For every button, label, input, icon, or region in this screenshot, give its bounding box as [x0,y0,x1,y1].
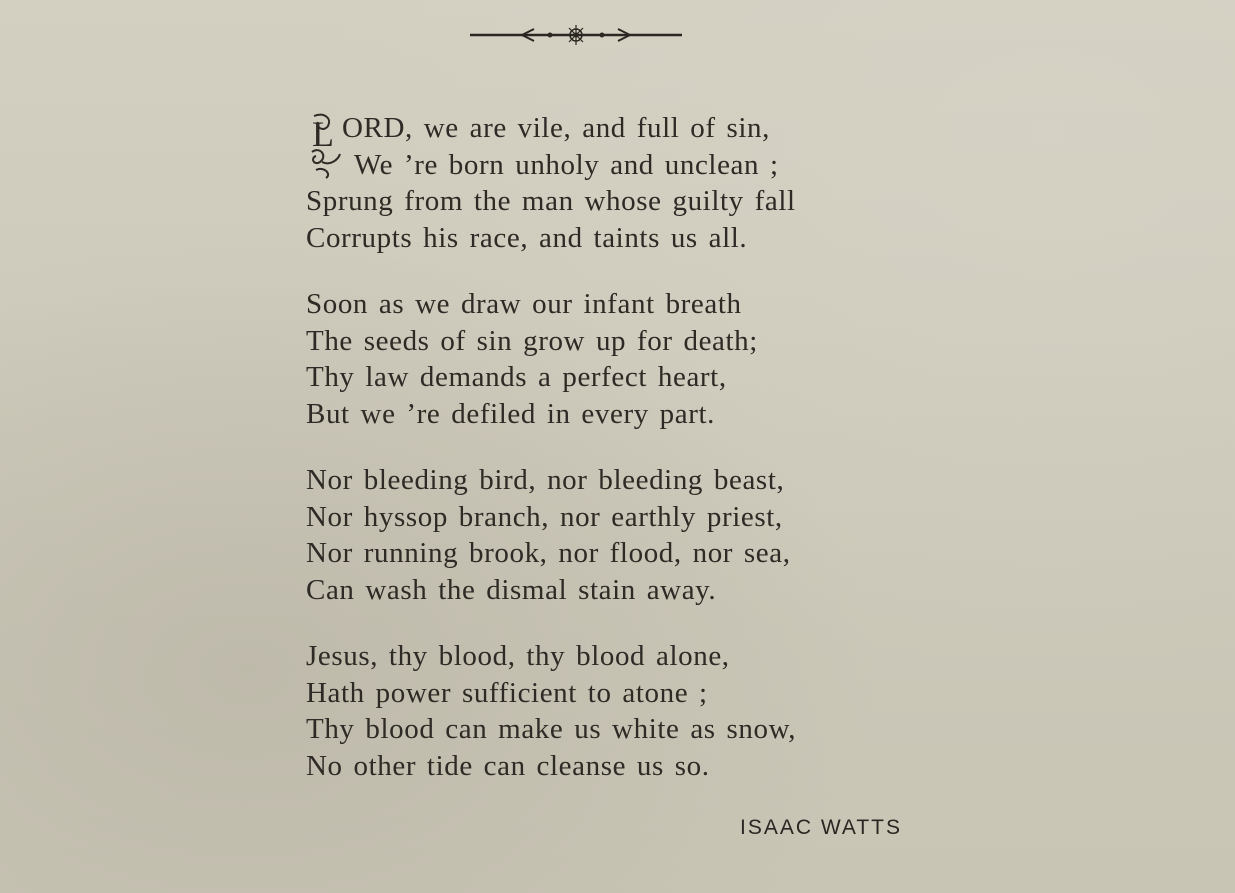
drop-cap-icon [308,112,354,182]
stanza-2 [306,286,946,432]
poem-line: Sprung from the man whose guilty fall [306,185,796,217]
ornamental-rule-icon [466,18,686,52]
poem-line: No other tide can cleanse us so. [306,749,710,782]
poem-line: But we ’re defiled in every part. [306,397,716,430]
hymn-text [306,110,946,814]
svg-text:L: L [312,114,334,154]
poem-line: ORD, we are vile, and full of sin, [342,112,770,144]
poem-line: The seeds of sin grow up for death; [306,324,758,357]
poem-line: Corrupts his race, and taints us all. [306,221,748,254]
poem-line: Nor hyssop branch, nor earthly priest, [306,500,783,533]
stanza-4 [306,638,946,784]
poem-line: Can wash the dismal stain away. [306,573,717,606]
poem-line: Nor bleeding bird, nor bleeding beast, [306,464,785,496]
poem-line: Thy law demands a perfect heart, [306,361,727,393]
stanza-1 [306,110,946,256]
poem-line: Nor running brook, nor flood, nor sea, [306,537,791,569]
poem-line: Jesus, thy blood, thy blood alone, [306,640,730,672]
stanza-3 [306,462,946,608]
poem-line: Soon as we draw our infant breath [306,288,742,320]
author-attribution: ISAAC WATTS [740,816,903,839]
poem-line: We ’re born unholy and unclean ; [354,148,779,181]
poem-line: Hath power sufficient to atone ; [306,676,708,709]
poem-line: Thy blood can make us white as snow, [306,713,797,745]
